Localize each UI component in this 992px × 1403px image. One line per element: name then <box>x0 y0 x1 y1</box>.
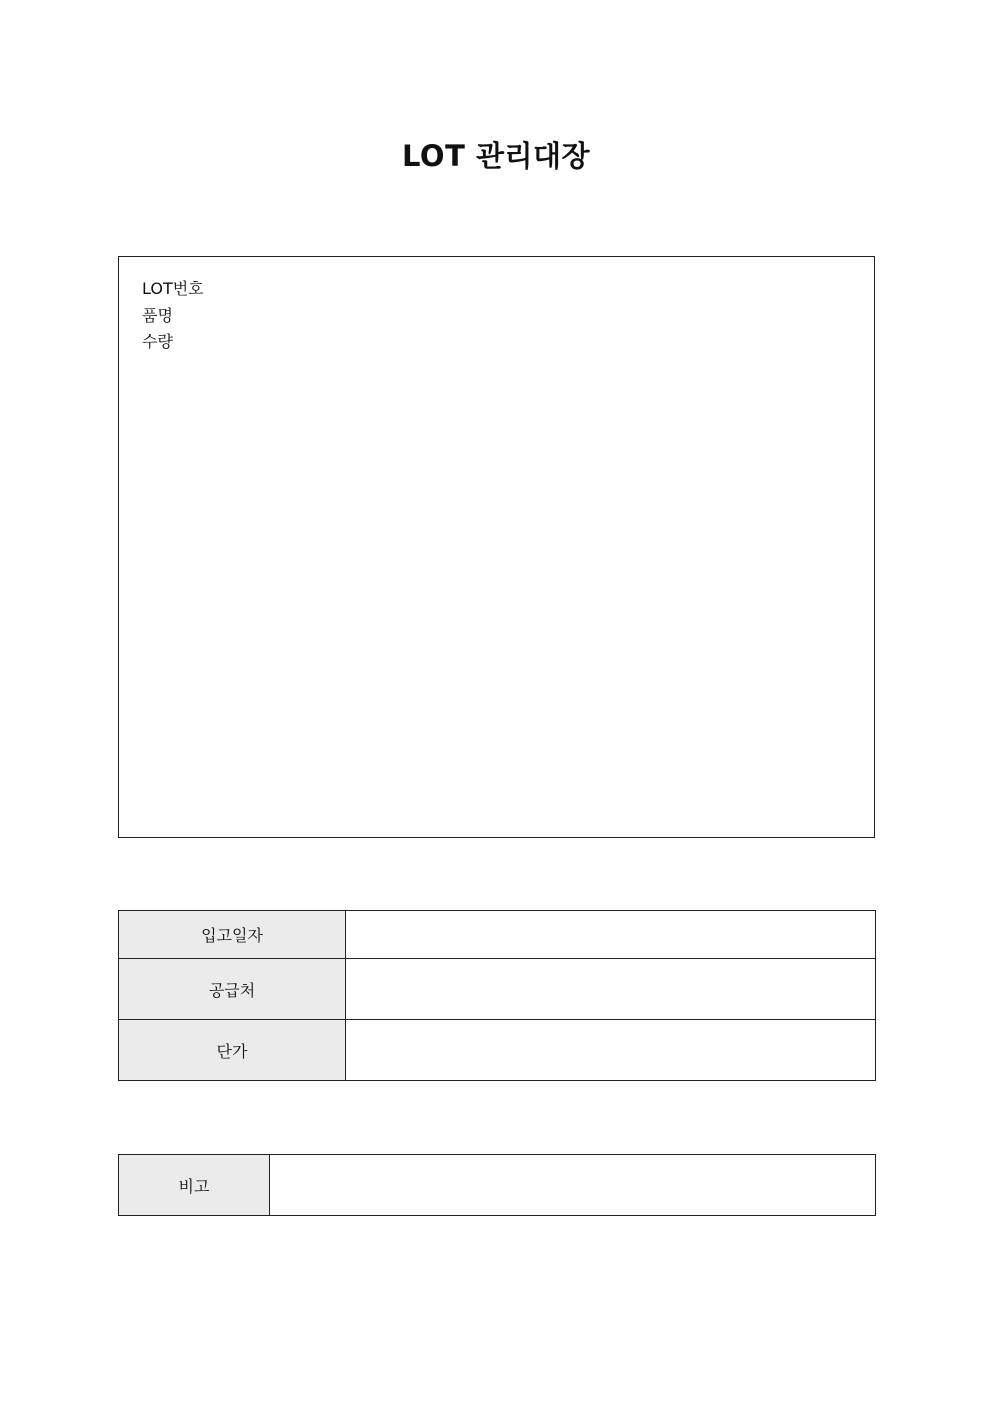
unit-price-value <box>346 1020 876 1081</box>
supplier-value <box>346 959 876 1020</box>
table-row <box>119 1020 876 1081</box>
lot-info-box <box>118 256 875 838</box>
table-row <box>119 959 876 1020</box>
receipt-date-label: 입고일자 <box>119 911 346 959</box>
table-row <box>119 1155 876 1216</box>
remark-label: 비고 <box>119 1155 270 1216</box>
supplier-label: 공급처 <box>119 959 346 1020</box>
page-title: LOT 관리대장 <box>401 139 591 173</box>
receipt-date-value <box>346 911 876 959</box>
item-name-label: 품명 <box>142 305 173 325</box>
lot-field-list <box>142 276 204 356</box>
remark-value <box>270 1155 876 1216</box>
remark-table <box>118 1154 876 1216</box>
detail-table <box>118 910 876 1081</box>
unit-price-label: 단가 <box>119 1020 346 1081</box>
lot-number-label: LOT번호 <box>142 279 204 298</box>
table-row <box>119 911 876 959</box>
quantity-label: 수량 <box>142 332 173 351</box>
